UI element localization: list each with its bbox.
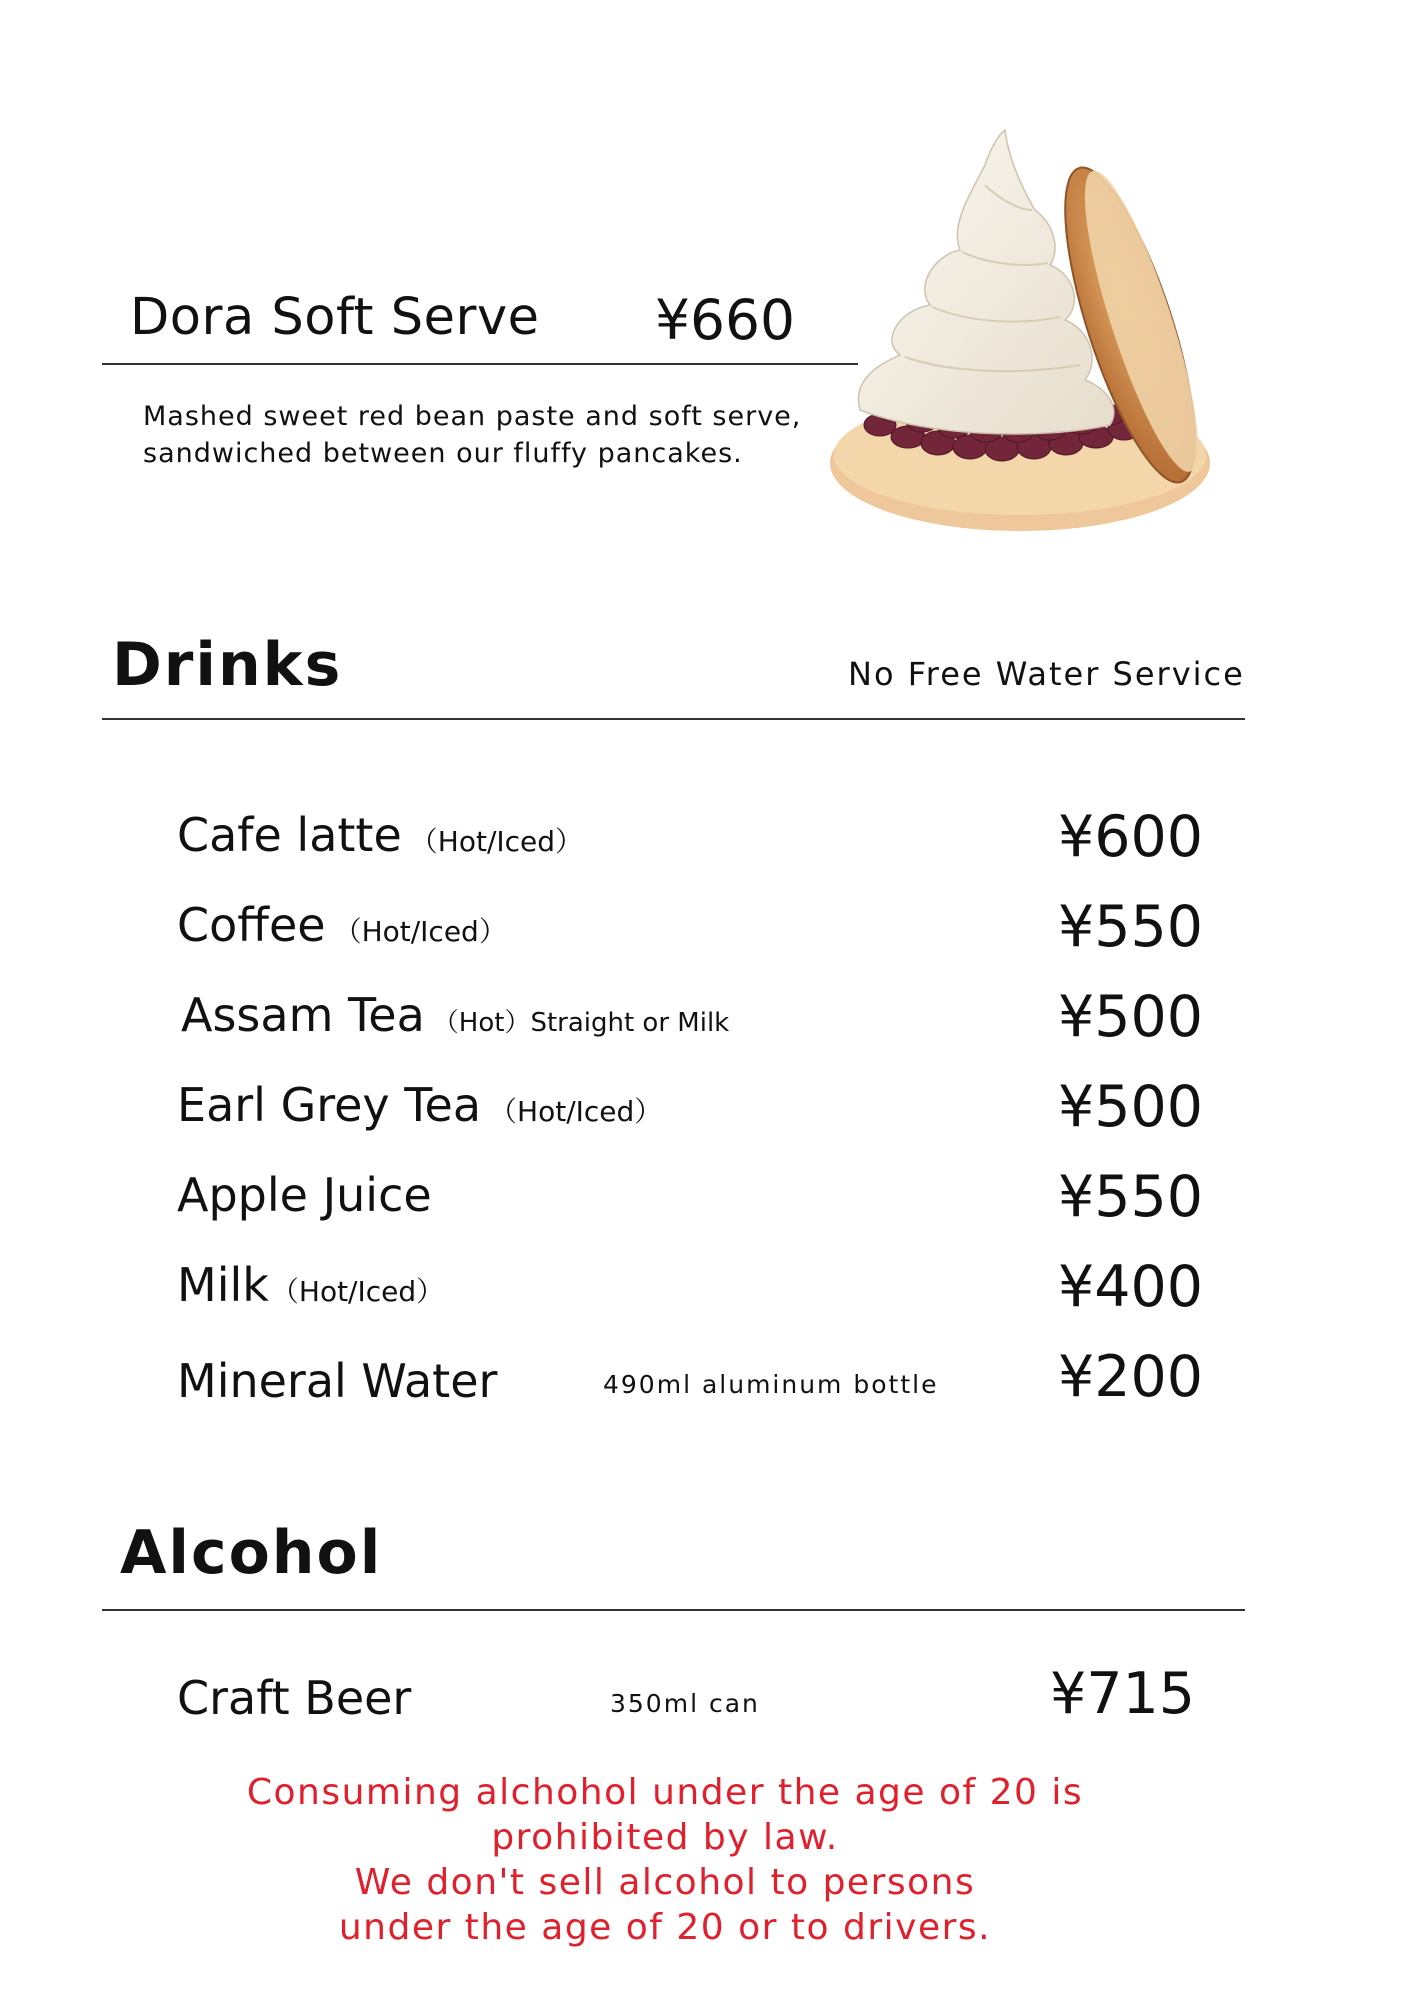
menu-item (0, 1344, 1415, 1428)
menu-item-name: Craft Beer (177, 1671, 412, 1725)
menu-item-price: ¥200 (1058, 1344, 1204, 1410)
menu-item-price: ¥715 (1050, 1661, 1196, 1727)
menu-item-name: Coffee （Hot/Iced） (177, 898, 507, 952)
menu-item-price: ¥550 (1058, 1164, 1204, 1230)
menu-item-price: ¥550 (1058, 894, 1204, 960)
menu-item (0, 1254, 1415, 1338)
menu-item-name: Milk（Hot/Iced） (177, 1258, 445, 1312)
menu-item-price: ¥400 (1058, 1254, 1204, 1320)
warning-line: under the age of 20 or to drivers. (338, 1907, 992, 1948)
featured-description-line: sandwiched between our fluffy pancakes. (143, 438, 743, 469)
menu-item-price: ¥500 (1058, 1074, 1204, 1140)
menu-item (0, 1074, 1415, 1158)
menu-item (0, 1164, 1415, 1248)
menu-item (0, 804, 1415, 888)
menu-item-option: （Hot/Iced） (270, 1275, 445, 1308)
warning-line: prohibited by law. (491, 1817, 839, 1858)
featured-divider (102, 363, 858, 365)
dora-soft-serve-illustration (820, 125, 1245, 545)
menu-item-option: （Hot/Iced） (489, 1095, 663, 1128)
menu-item-price: ¥600 (1058, 804, 1204, 870)
featured-item-price: ¥660 (655, 288, 795, 352)
alcohol-divider (102, 1609, 1245, 1611)
menu-item-price: ¥500 (1058, 984, 1204, 1050)
menu-item-name: Assam Tea （Hot）Straight or Milk (181, 988, 730, 1042)
menu-item-name: Apple Juice (177, 1168, 432, 1222)
menu-item-note: 350ml can (610, 1689, 760, 1718)
menu-item (0, 984, 1415, 1068)
menu-item-option: （Hot/Iced） (409, 825, 584, 858)
menu-item-name: Earl Grey Tea （Hot/Iced） (177, 1078, 663, 1132)
menu-item-name: Cafe latte （Hot/Iced） (177, 808, 584, 862)
warning-line: We don't sell alcohol to persons (354, 1862, 976, 1903)
menu-item-name: Mineral Water (177, 1354, 498, 1408)
alcohol-section-title: Alcohol (120, 1518, 383, 1588)
alcohol-age-warning (0, 1770, 1330, 1950)
no-free-water-note: No Free Water Service (848, 655, 1245, 693)
menu-item (0, 894, 1415, 978)
menu-item-option: （Hot）Straight or Milk (432, 1008, 730, 1038)
featured-item-description (143, 398, 801, 472)
drinks-divider (102, 718, 1245, 720)
featured-description-line: Mashed sweet red bean paste and soft serve, (143, 401, 802, 432)
drinks-section-title: Drinks (112, 630, 343, 700)
menu-item-option: （Hot/Iced） (333, 915, 507, 948)
featured-item-name: Dora Soft Serve (130, 288, 540, 347)
warning-line: Consuming alchohol under the age of 20 is (246, 1772, 1084, 1813)
menu-item (0, 1661, 1415, 1745)
menu-item-note: 490ml aluminum bottle (603, 1370, 939, 1399)
